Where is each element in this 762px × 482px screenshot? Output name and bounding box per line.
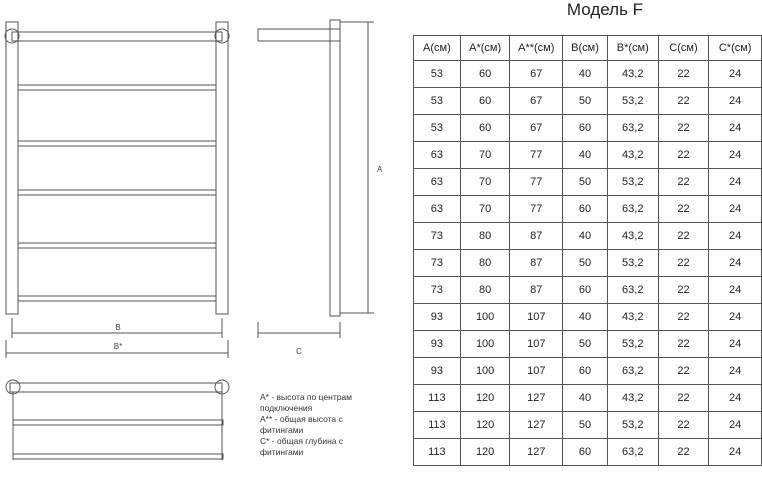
dim-c-label: C <box>296 347 302 356</box>
table-cell: 60 <box>563 277 608 304</box>
table-cell: 70 <box>460 169 510 196</box>
table-cell: 107 <box>510 331 563 358</box>
legend-line: C* - общая глубина с <box>260 436 344 446</box>
table-cell: 22 <box>658 223 709 250</box>
table-cell: 22 <box>658 277 709 304</box>
table-cell: 22 <box>658 358 709 385</box>
table-cell: 24 <box>709 331 762 358</box>
table-cell: 77 <box>510 142 563 169</box>
legend-line: A* - высота по центрам <box>260 392 353 402</box>
legend-line: фитингами <box>260 425 304 435</box>
table-cell: 24 <box>709 250 762 277</box>
front-right-post <box>216 22 228 314</box>
legend-line: A** - общая высота с <box>260 414 343 424</box>
table-cell: 40 <box>563 385 608 412</box>
table-cell: 70 <box>460 196 510 223</box>
table-cell: 22 <box>658 169 709 196</box>
side-post <box>330 20 340 316</box>
table-cell: 127 <box>510 439 563 466</box>
table-cell: 40 <box>563 142 608 169</box>
table-cell: 24 <box>709 439 762 466</box>
table-cell: 53 <box>414 115 461 142</box>
table-cell: 40 <box>563 61 608 88</box>
table-cell: 24 <box>709 88 762 115</box>
table-cell: 93 <box>414 331 461 358</box>
table-row <box>414 385 762 412</box>
table-cell: 63,2 <box>607 277 658 304</box>
table-row <box>414 412 762 439</box>
model-title: Модель F <box>566 0 644 19</box>
table-cell: 87 <box>510 223 563 250</box>
table-cell: 93 <box>414 358 461 385</box>
table-cell: 40 <box>563 223 608 250</box>
table-cell: 22 <box>658 115 709 142</box>
table-cell: 22 <box>658 439 709 466</box>
legend <box>260 392 400 458</box>
table-cell: 120 <box>460 385 510 412</box>
table-cell: 73 <box>414 223 461 250</box>
table-cell: 127 <box>510 385 563 412</box>
side-top-bar <box>258 29 340 41</box>
table-cell: 73 <box>414 277 461 304</box>
table-cell: 24 <box>709 142 762 169</box>
table-cell: 43,2 <box>607 223 658 250</box>
table-cell: 22 <box>658 304 709 331</box>
table-row <box>414 169 762 196</box>
table-cell: 53,2 <box>607 250 658 277</box>
table-cell: 67 <box>510 115 563 142</box>
table-cell: 100 <box>460 331 510 358</box>
table-cell: 50 <box>563 331 608 358</box>
table-row <box>414 250 762 277</box>
table-cell: 50 <box>563 88 608 115</box>
table-cell: 53,2 <box>607 331 658 358</box>
table-cell: 93 <box>414 304 461 331</box>
table-cell: 24 <box>709 115 762 142</box>
table-cell: 107 <box>510 304 563 331</box>
table-cell: 107 <box>510 358 563 385</box>
table-cell: 24 <box>709 385 762 412</box>
table-cell: 67 <box>510 61 563 88</box>
top-view-bar <box>10 383 222 392</box>
table-cell: 53,2 <box>607 412 658 439</box>
table-cell: 60 <box>563 196 608 223</box>
header-c: C(см) <box>658 36 709 61</box>
table-cell: 24 <box>709 61 762 88</box>
table-cell: 24 <box>709 277 762 304</box>
table-row <box>414 277 762 304</box>
table-cell: 113 <box>414 412 461 439</box>
table-cell: 22 <box>658 385 709 412</box>
table-row <box>414 88 762 115</box>
table-cell: 63 <box>414 196 461 223</box>
dim-b-label: B <box>115 323 121 332</box>
table-cell: 120 <box>460 412 510 439</box>
table-cell: 53,2 <box>607 169 658 196</box>
table-cell: 43,2 <box>607 142 658 169</box>
front-rung <box>18 296 216 301</box>
table-cell: 63,2 <box>607 196 658 223</box>
table-cell: 22 <box>658 250 709 277</box>
table-row <box>414 115 762 142</box>
dim-b-star-label: B* <box>113 342 123 351</box>
top-view-rung <box>13 420 223 425</box>
table-cell: 24 <box>709 412 762 439</box>
table-row <box>414 358 762 385</box>
table-cell: 43,2 <box>607 304 658 331</box>
table-cell: 60 <box>563 439 608 466</box>
legend-line: фитингами <box>260 447 304 457</box>
table-cell: 73 <box>414 250 461 277</box>
table-row <box>414 196 762 223</box>
dimensions-table <box>413 35 762 466</box>
table-cell: 22 <box>658 61 709 88</box>
table-cell: 60 <box>460 61 510 88</box>
table-cell: 50 <box>563 250 608 277</box>
legend-line: подключения <box>260 403 313 413</box>
table-cell: 60 <box>563 115 608 142</box>
front-top-bar <box>12 32 222 41</box>
table-cell: 50 <box>563 412 608 439</box>
table-row <box>414 331 762 358</box>
table-cell: 80 <box>460 277 510 304</box>
table-cell: 60 <box>460 115 510 142</box>
table-cell: 24 <box>709 223 762 250</box>
front-rung <box>18 190 216 195</box>
table-cell: 80 <box>460 223 510 250</box>
table-cell: 53 <box>414 61 461 88</box>
table-cell: 53 <box>414 88 461 115</box>
table-cell: 63,2 <box>607 439 658 466</box>
table-cell: 22 <box>658 88 709 115</box>
table-cell: 22 <box>658 331 709 358</box>
header-b: B(см) <box>563 36 608 61</box>
table-cell: 40 <box>563 304 608 331</box>
table-cell: 87 <box>510 250 563 277</box>
table-cell: 60 <box>460 88 510 115</box>
table-cell: 100 <box>460 304 510 331</box>
table-cell: 24 <box>709 196 762 223</box>
front-rung <box>18 243 216 248</box>
table-cell: 43,2 <box>607 61 658 88</box>
table-cell: 70 <box>460 142 510 169</box>
header-a-dstar: A**(см) <box>510 36 563 61</box>
table-cell: 43,2 <box>607 385 658 412</box>
front-rung <box>18 85 216 90</box>
table-cell: 63,2 <box>607 115 658 142</box>
dim-a-label: A <box>377 165 383 174</box>
table-row <box>414 223 762 250</box>
table-cell: 80 <box>460 250 510 277</box>
header-a-star: A*(см) <box>460 36 510 61</box>
table-cell: 24 <box>709 304 762 331</box>
table-cell: 113 <box>414 385 461 412</box>
table-cell: 67 <box>510 88 563 115</box>
table-row <box>414 142 762 169</box>
table-cell: 22 <box>658 142 709 169</box>
table-cell: 22 <box>658 412 709 439</box>
table-cell: 127 <box>510 412 563 439</box>
header-a: A(см) <box>414 36 461 61</box>
table-cell: 113 <box>414 439 461 466</box>
table-cell: 87 <box>510 277 563 304</box>
table-cell: 120 <box>460 439 510 466</box>
table-cell: 24 <box>709 358 762 385</box>
table-row <box>414 439 762 466</box>
table-cell: 63,2 <box>607 358 658 385</box>
table-cell: 77 <box>510 169 563 196</box>
table-header-row <box>414 36 762 61</box>
header-c-star: C*(см) <box>709 36 762 61</box>
front-rung <box>18 141 216 146</box>
table-cell: 100 <box>460 358 510 385</box>
table-row <box>414 61 762 88</box>
table-cell: 22 <box>658 196 709 223</box>
table-cell: 63 <box>414 142 461 169</box>
table-cell: 77 <box>510 196 563 223</box>
front-left-post <box>6 22 18 314</box>
table-cell: 60 <box>563 358 608 385</box>
table-row <box>414 304 762 331</box>
table-cell: 24 <box>709 169 762 196</box>
table-cell: 53,2 <box>607 88 658 115</box>
table-cell: 63 <box>414 169 461 196</box>
header-b-star: B*(см) <box>607 36 658 61</box>
top-view-rung <box>13 454 223 459</box>
table-cell: 50 <box>563 169 608 196</box>
